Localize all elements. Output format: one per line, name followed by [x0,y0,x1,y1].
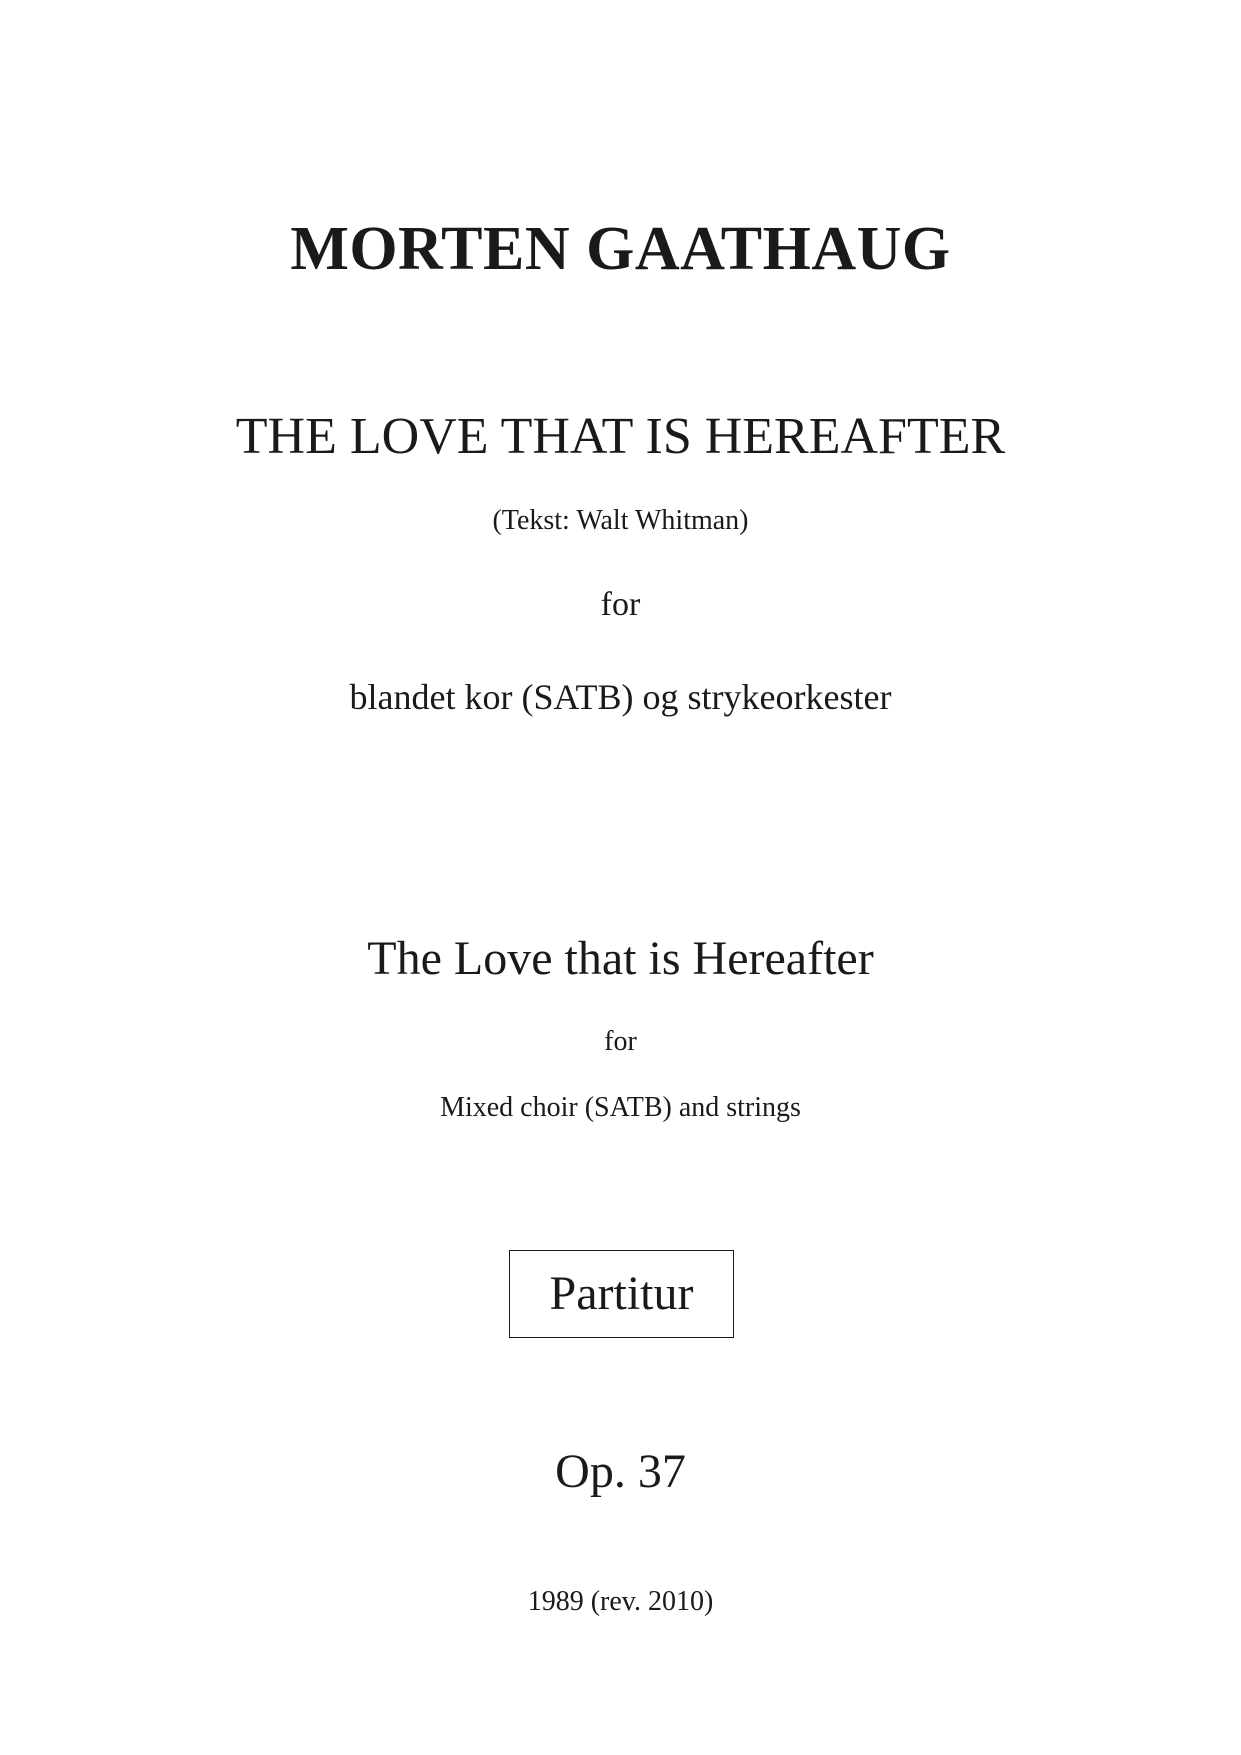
opus-number: Op. 37 [555,1445,686,1498]
edition-box [509,1250,734,1338]
composition-year: 1989 (rev. 2010) [527,1586,714,1617]
for-label-english: for [604,1026,637,1057]
edition-label: Partitur [549,1267,694,1320]
composer-name: MORTEN GAATHAUG [290,215,951,283]
instrumentation-english: Mixed choir (SATB) and strings [440,1092,801,1123]
work-title-norwegian: THE LOVE THAT IS HEREAFTER [235,408,1006,465]
instrumentation-norwegian: blandet kor (SATB) og strykeorkester [349,677,892,717]
text-credit: (Tekst: Walt Whitman) [492,505,749,536]
for-label-norwegian: for [600,586,641,623]
work-title-english: The Love that is Hereafter [367,932,874,985]
